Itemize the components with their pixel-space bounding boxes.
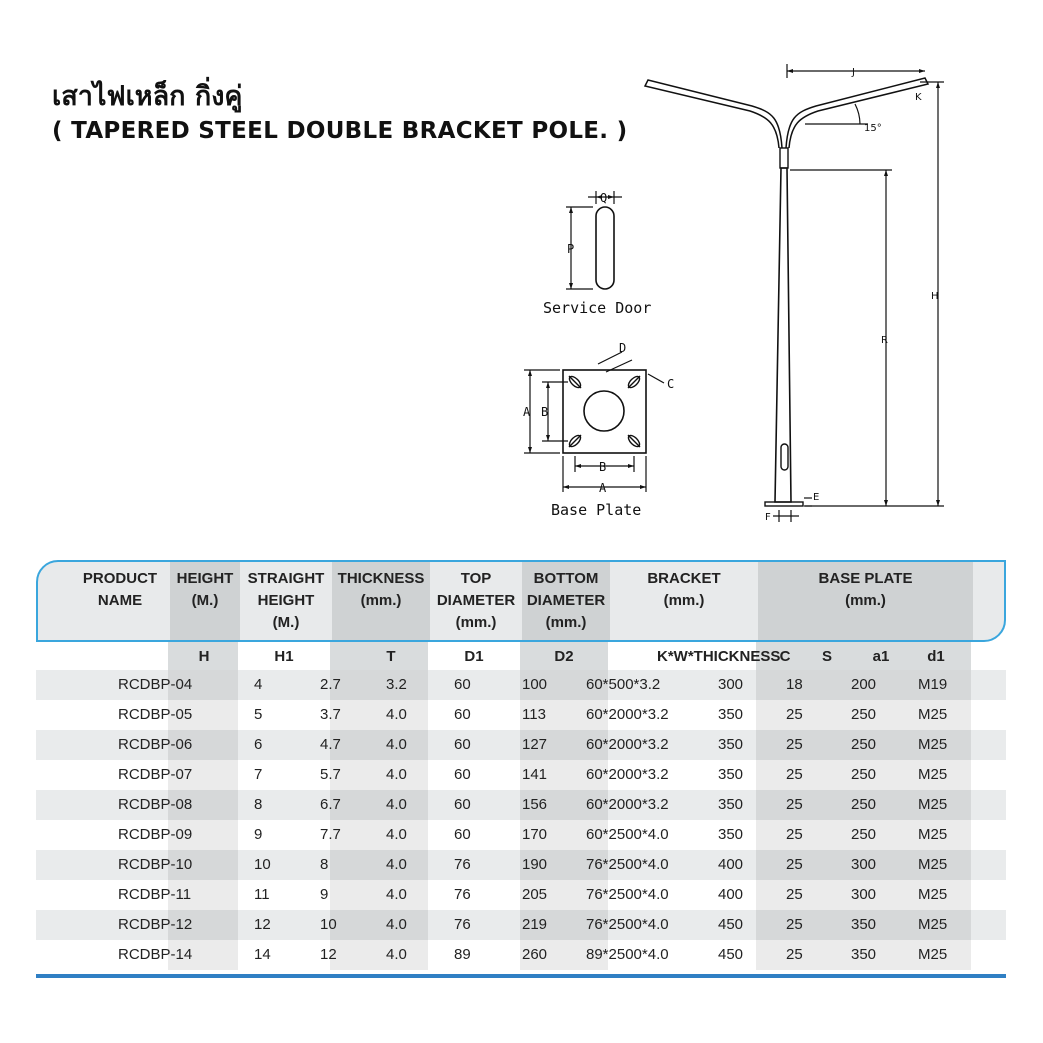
table-cell: 60*2500*4.0 <box>586 826 669 843</box>
title-thai: เสาไฟเหล็ก กิ่งคู่ <box>52 81 243 112</box>
table-cell: 4.0 <box>386 826 407 843</box>
table-cell: 12 <box>254 916 271 933</box>
table-cell: 25 <box>786 796 803 813</box>
table-cell: 4.0 <box>386 766 407 783</box>
pole-service-door <box>781 444 788 470</box>
label-e: E <box>813 492 820 503</box>
table-cell: RCDBP-05 <box>118 706 193 723</box>
label-r: R <box>881 335 888 346</box>
table-cell: 60*2000*3.2 <box>586 706 669 723</box>
base-plate-diagram <box>524 352 664 492</box>
table-cell: 113 <box>522 706 546 723</box>
table-cell: 400 <box>718 856 744 873</box>
table-cell: 25 <box>786 946 803 963</box>
table-cell: 4.7 <box>320 736 341 753</box>
label-p: P <box>567 242 575 256</box>
label-d: D <box>619 341 627 355</box>
table-cell: 260 <box>522 946 548 963</box>
table-cell: 6.7 <box>320 796 341 813</box>
table-cell: 190 <box>522 856 548 873</box>
service-door-shape <box>596 207 614 289</box>
pole-diagram <box>645 64 944 522</box>
table-cell: 156 <box>522 796 548 813</box>
table-cell: 3.7 <box>320 706 341 723</box>
table-cell: 89*2500*4.0 <box>586 946 669 963</box>
table-cell: 300 <box>718 676 744 693</box>
symbol-a1: a1 <box>872 648 890 665</box>
table-cell: 9 <box>320 886 329 903</box>
table-cell: 5.7 <box>320 766 341 783</box>
symbol-k-w-thickness: K*W*THICKNESS <box>657 648 781 665</box>
service-door-caption: Service Door <box>543 299 652 317</box>
table-row <box>36 880 1006 910</box>
table-cell: 4.0 <box>386 946 407 963</box>
label-c: C <box>667 377 675 391</box>
table-cell: 25 <box>786 736 803 753</box>
table-cell: 25 <box>786 856 803 873</box>
table-cell: 7.7 <box>320 826 341 843</box>
table-cell: 350 <box>718 826 744 843</box>
table-row <box>36 820 1006 850</box>
table-cell: RCDBP-04 <box>118 676 193 693</box>
table-cell: M25 <box>918 736 948 753</box>
table-cell: 4.0 <box>386 796 407 813</box>
header-straight: STRAIGHT HEIGHT (M.) <box>247 570 325 631</box>
table-cell: 89 <box>454 946 471 963</box>
symbol-d1: D1 <box>464 648 484 665</box>
table-cell: RCDBP-07 <box>118 766 193 783</box>
table-cell: 3.2 <box>386 676 407 693</box>
table-cell: 300 <box>851 856 877 873</box>
table-cell: 250 <box>851 766 877 783</box>
table-cell: RCDBP-12 <box>118 916 193 933</box>
header-height: HEIGHT (M.) <box>176 570 234 609</box>
table-cell: RCDBP-14 <box>118 946 193 963</box>
table-cell: 60*2000*3.2 <box>586 766 669 783</box>
table-cell: 76*2500*4.0 <box>586 856 669 873</box>
table-cell: 250 <box>851 796 877 813</box>
table-row <box>36 730 1006 760</box>
table-bottom-rule <box>36 974 1006 978</box>
label-b-bottom: B <box>599 460 607 474</box>
table-cell: 200 <box>851 676 877 693</box>
table-cell: 8 <box>254 796 263 813</box>
table-body <box>36 670 1006 970</box>
label-q: Q <box>600 191 608 205</box>
table-header <box>36 560 1006 642</box>
label-angle: 15° <box>864 123 882 134</box>
table-cell: 219 <box>522 916 548 933</box>
symbol-row <box>36 642 1006 670</box>
table-cell: 250 <box>851 826 877 843</box>
spec-table <box>36 560 1006 978</box>
table-cell: M25 <box>918 856 948 873</box>
table-cell: RCDBP-09 <box>118 826 193 843</box>
table-row <box>36 670 1006 700</box>
table-cell: M25 <box>918 826 948 843</box>
table-cell: 350 <box>718 706 744 723</box>
header-bottom: BOTTOM DIAMETER (mm.) <box>526 570 606 631</box>
table-cell: 350 <box>718 736 744 753</box>
table-cell: 60 <box>454 736 471 753</box>
table-cell: 60 <box>454 826 471 843</box>
table-cell: 60*2000*3.2 <box>586 736 669 753</box>
table-cell: RCDBP-06 <box>118 736 193 753</box>
table-cell: 141 <box>522 766 548 783</box>
table-cell: 4 <box>254 676 263 693</box>
table-cell: 170 <box>522 826 548 843</box>
table-cell: 350 <box>718 766 744 783</box>
table-cell: M25 <box>918 706 948 723</box>
table-cell: 4.0 <box>386 856 407 873</box>
table-cell: RCDBP-10 <box>118 856 193 873</box>
table-cell: 5 <box>254 706 263 723</box>
table-cell: 205 <box>522 886 548 903</box>
table-cell: 18 <box>786 676 803 693</box>
table-cell: 10 <box>254 856 271 873</box>
label-a-bottom: A <box>599 481 607 495</box>
pole-base-plate <box>765 502 803 506</box>
table-cell: 100 <box>522 676 548 693</box>
table-cell: 450 <box>718 946 744 963</box>
table-cell: 60*2000*3.2 <box>586 796 669 813</box>
table-row <box>36 760 1006 790</box>
symbol-c: C <box>779 648 791 665</box>
table-cell: 4.0 <box>386 736 407 753</box>
table-cell: 76 <box>454 856 471 873</box>
table-cell: M25 <box>918 916 948 933</box>
table-cell: 25 <box>786 706 803 723</box>
header-top: TOP DIAMETER (mm.) <box>436 570 516 631</box>
table-cell: 60 <box>454 676 471 693</box>
table-cell: 300 <box>851 886 877 903</box>
base-plate-hole <box>584 391 624 431</box>
table-cell: 76*2500*4.0 <box>586 916 669 933</box>
table-cell: M25 <box>918 796 948 813</box>
symbol-s: S <box>821 648 832 665</box>
table-cell: 250 <box>851 706 877 723</box>
label-h: H <box>931 291 939 302</box>
table-cell: 25 <box>786 826 803 843</box>
label-a-left: A <box>523 405 531 419</box>
table-cell: 450 <box>718 916 744 933</box>
table-row <box>36 790 1006 820</box>
symbol-d2: D2 <box>554 648 574 665</box>
table-cell: 12 <box>320 946 337 963</box>
table-cell: 2.7 <box>320 676 341 693</box>
table-row <box>36 850 1006 880</box>
title-english: ( TAPERED STEEL DOUBLE BRACKET POLE. ) <box>52 118 628 144</box>
table-row <box>36 910 1006 940</box>
base-plate-caption: Base Plate <box>551 501 642 519</box>
table-cell: 4.0 <box>386 706 407 723</box>
table-cell: 25 <box>786 886 803 903</box>
table-cell: M25 <box>918 886 948 903</box>
symbol-h1: H1 <box>274 648 294 665</box>
table-cell: 60 <box>454 796 471 813</box>
table-row <box>36 940 1006 970</box>
table-cell: 4.0 <box>386 916 407 933</box>
table-cell: 9 <box>254 826 263 843</box>
table-cell: 60 <box>454 706 471 723</box>
table-cell: M25 <box>918 766 948 783</box>
table-cell: 10 <box>320 916 337 933</box>
label-f: F <box>765 512 771 523</box>
table-cell: 350 <box>718 796 744 813</box>
table-cell: M19 <box>918 676 948 693</box>
right-bracket-arm <box>786 78 928 148</box>
table-cell: 350 <box>851 916 877 933</box>
table-cell: 76 <box>454 886 471 903</box>
label-k: K <box>915 92 922 103</box>
table-cell: RCDBP-08 <box>118 796 193 813</box>
table-cell: 14 <box>254 946 271 963</box>
label-b-left: B <box>541 405 549 419</box>
table-row <box>36 700 1006 730</box>
symbol-h: H <box>198 648 210 665</box>
table-cell: 25 <box>786 766 803 783</box>
table-cell: 400 <box>718 886 744 903</box>
header-product: PRODUCT NAME <box>82 570 158 609</box>
symbol-d1: d1 <box>927 648 945 665</box>
table-cell: 60 <box>454 766 471 783</box>
table-cell: 11 <box>254 886 270 903</box>
table-cell: 76*2500*4.0 <box>586 886 669 903</box>
pole-joint <box>780 148 788 168</box>
left-bracket-arm <box>645 80 782 148</box>
table-cell: M25 <box>918 946 948 963</box>
table-cell: 60*500*3.2 <box>586 676 661 693</box>
table-cell: 350 <box>851 946 877 963</box>
header-bracket: BRACKET (mm.) <box>647 570 721 609</box>
table-cell: 6 <box>254 736 263 753</box>
table-cell: 4.0 <box>386 886 407 903</box>
header-thickness: THICKNESS (mm.) <box>337 570 425 609</box>
table-cell: RCDBP-11 <box>118 886 192 903</box>
table-cell: 250 <box>851 736 877 753</box>
table-cell: 8 <box>320 856 329 873</box>
table-cell: 7 <box>254 766 263 783</box>
label-j: J <box>852 67 855 78</box>
table-cell: 76 <box>454 916 471 933</box>
service-door-diagram <box>566 191 622 289</box>
symbol-t: T <box>386 648 396 665</box>
table-cell: 25 <box>786 916 803 933</box>
table-cell: 127 <box>522 736 548 753</box>
header-base: BASE PLATE (mm.) <box>818 570 913 609</box>
